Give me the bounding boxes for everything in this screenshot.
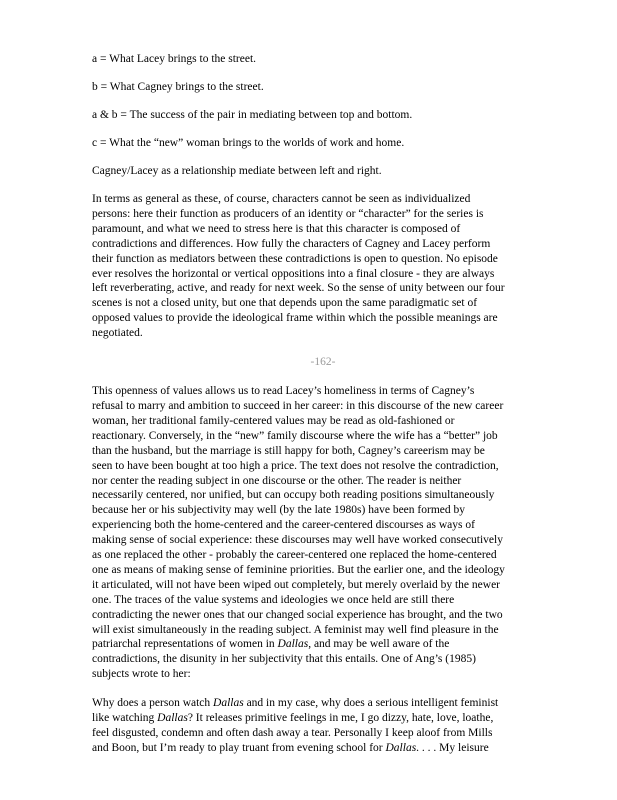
text-line: refusal to marry and ambition to succeed in her career: in this discourse of the new career	[92, 399, 504, 412]
text-line: their function as mediators between these contradictions is open to question. No episode	[92, 252, 498, 265]
text-line: feel disgusted, condemn and often dash away a tear. Personally I keep aloof from Mills	[92, 727, 493, 739]
italic-title: Dallas	[157, 712, 188, 725]
text-line: experiencing both the home-centered and the career-centered discourses as ways of	[92, 519, 475, 532]
text-run: ? It releases primitive feelings in me, I go dizzy, hate, love, loathe,	[187, 712, 494, 725]
text-run: . . . . My leisure	[416, 741, 489, 754]
definition-ab: a & b = The success of the pair in mediating between top and bottom.	[92, 109, 413, 121]
text-line: one as means of making sense of feminine priorities. But the earlier one, and the ideology	[92, 563, 505, 576]
paragraph-quote	[92, 696, 554, 756]
text-line: ever resolves the horizontal or vertical oppositions into a final closure - they are always	[92, 267, 495, 280]
document-page	[92, 52, 554, 770]
text-line: left reverberating, active, and ready for next week. So the sense of unity between our four	[92, 282, 505, 295]
text-run: Why does a person watch	[92, 697, 214, 710]
text-run: , and may be well aware of the	[308, 638, 450, 651]
text-line: nor center the reading subject in one discourse or the other. The reader is neither	[92, 474, 462, 487]
text-line	[92, 741, 554, 756]
definition-a: a = What Lacey brings to the street.	[92, 53, 257, 65]
text-line: one. The traces of the value systems and ideologies we once held are still there	[92, 593, 455, 606]
text-line: seen to have been bought at too high a price. The text does not resolve the contradiction,	[92, 459, 499, 472]
text-line: contradictions and differences. How fully the characters of Cagney and Lacey perform	[92, 237, 491, 250]
text-line: contradicting the newer ones that our changed social experience has brought, and the two	[92, 608, 503, 621]
text-line: reactionary. Conversely, in the “new” family discourse where the wife has a “better” job	[92, 429, 498, 442]
text-line: making sense of social experience: these discourses may well have worked consecutively	[92, 534, 503, 547]
text-line: paramount, and what we need to stress here is that this character is composed of	[92, 222, 461, 235]
text-line: will exist simultaneously in the reading subject. A feminist may well find pleasure in the	[92, 623, 499, 636]
text-run: and Boon, but I’m ready to play truant from evening school for	[92, 741, 386, 754]
text-line: persons: here their function as producers of an identity or “character” for the series is	[92, 207, 484, 220]
text-line: negotiated.	[92, 327, 143, 340]
paragraph-characters	[92, 192, 554, 341]
italic-title: Dallas	[385, 741, 417, 754]
text-line: as one replaced the other - probably the career-centered one replaced the home-centered	[92, 549, 497, 562]
text-line: opposed values to provide the ideological frame within which the possible meanings are	[92, 312, 498, 325]
text-run: patriarchal representations of women in	[92, 638, 278, 651]
text-line: subjects wrote to her:	[92, 668, 191, 681]
text-line: This openness of values allows us to read Lacey’s homeliness in terms of Cagney’s	[92, 385, 475, 398]
text-line: contradictions, the disunity in her subjectivity that this entails. One of Ang’s (1985)	[92, 653, 476, 666]
text-line: woman, her traditional family-centered values may be read as old-fashioned or	[92, 414, 455, 427]
text-line: necessarily centered, nor unified, but can occupy both reading positions simultaneously	[92, 489, 495, 502]
text-line: because her or his subjectivity may well (by the late 1980s) have been formed by	[92, 504, 465, 517]
italic-title: Dallas	[277, 638, 309, 651]
definition-c: c = What the “new” woman brings to the worlds of work and home.	[92, 137, 405, 149]
definition-b: b = What Cagney brings to the street.	[92, 81, 264, 93]
text-line: In terms as general as these, of course, characters cannot be seen as individualized	[92, 193, 471, 205]
definition-relationship: Cagney/Lacey as a relationship mediate between left and right.	[92, 165, 382, 177]
text-line: scenes is not a closed unity, but one that depends upon the same paradigmatic set of	[92, 297, 478, 310]
text-line: it articulated, will not have been wiped out completely, but merely overlaid by the newer	[92, 578, 501, 591]
italic-title: Dallas	[213, 697, 244, 710]
text-line: than the husband, but the marriage is still happy for both, Cagney’s careerism may be	[92, 444, 485, 457]
text-run: and in my case, why does a serious intelligent feminist	[243, 697, 499, 710]
text-line	[92, 696, 554, 711]
text-line	[92, 711, 554, 726]
page-number: -162-	[310, 356, 336, 369]
paragraph-openness	[92, 384, 554, 682]
text-line	[92, 637, 554, 652]
text-run: like watching	[92, 712, 158, 725]
